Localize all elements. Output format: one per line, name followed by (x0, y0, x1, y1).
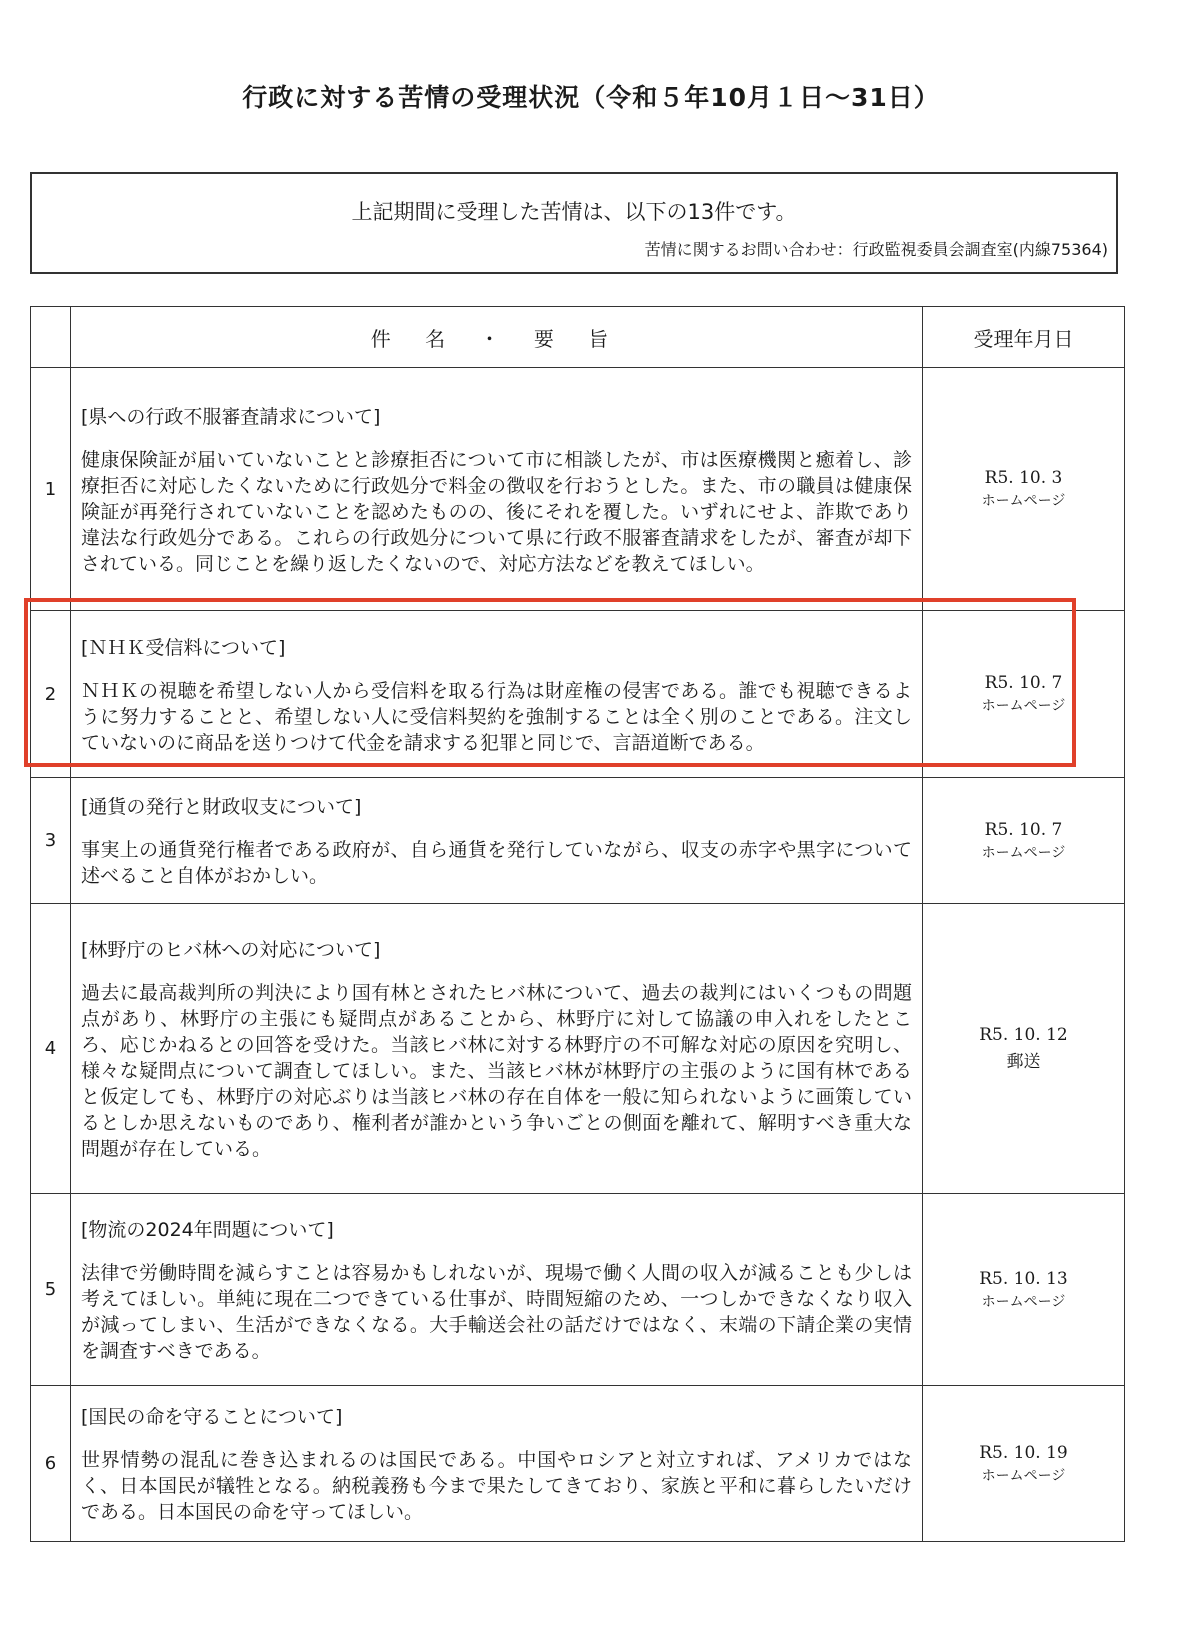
table-row (31, 1386, 1125, 1542)
table-row (31, 611, 1125, 778)
row-method: 郵送 (1006, 1052, 1041, 1072)
table-row (31, 904, 1125, 1194)
row-body: 健康保険証が届いていないことと診療拒否について市に相談したが、市は医療機関と癒着し、診療拒否に対応したくないために行政処分で料金の徴収を行おうとした。また、市の職員は健康保険証が再発行されていないことを認めたものの、後にそれを覆した。いずれにせよ、詐欺であり違法な行政処分である。これらの行政処分について県に行政不服審査請求をしたが、審査が却下されている。同じことを繰り返したくないので、対応方法などを教えてほしい。 (81, 448, 912, 575)
row-method: ホームページ (981, 493, 1066, 509)
summary-box (30, 172, 1118, 274)
table-header-row (31, 307, 1125, 368)
row-date: R5. 10. 12 (979, 1025, 1068, 1045)
row-number: 2 (31, 611, 71, 778)
row-date-cell (923, 778, 1125, 904)
row-method: ホームページ (981, 844, 1066, 861)
contact-info: 苦情に関するお問い合わせ：行政監視委員会調査室(内線75364) (644, 240, 1108, 259)
row-body: 世界情勢の混乱に巻き込まれるのは国民である。中国やロシアと対立すれば、アメリカではなく、日本国民が犠牲となる。納税義務も今まで果たしてきており、家族と平和に暮らしたいだけである。日本国民の命を守ってほしい。 (81, 1449, 912, 1523)
row-date: R5. 10. 7 (984, 673, 1063, 693)
row-title: [ＮＨＫ受信料について] (81, 636, 286, 659)
row-date-cell (923, 368, 1125, 611)
table-row (31, 368, 1125, 611)
row-date-cell (923, 904, 1125, 1194)
row-number: 6 (31, 1386, 71, 1542)
row-body: 事実上の通貨発行権者である政府が、自ら通貨を発行していながら、収支の赤字や黒字について述べること自体がおかしい。 (81, 839, 912, 887)
row-body: 法律で労働時間を減らすことは容易かもしれないが、現場で働く人間の収入が減ることも少しは考えてほしい。単純に現在二つできている仕事が、時間短縮のため、一つしかできなくなり収入が減ってしまい、生活ができなくなる。大手輸送会社の話だけではなく、末端の下請企業の実情を調査すべきである。 (81, 1262, 912, 1362)
row-content (71, 904, 923, 1194)
row-date: R5. 10. 19 (979, 1442, 1068, 1463)
header-subject: 件 名 ・ 要 旨 (71, 307, 923, 368)
row-body: ＮＨＫの視聴を希望しない人から受信料を取る行為は財産権の侵害である。誰でも視聴できるように努力することと、希望しない人に受信料契約を強制することは全く別のことである。注文していないのに商品を送りつけて代金を請求する犯罪と同じで、言語道断である。 (81, 679, 912, 754)
row-content (71, 1194, 923, 1386)
row-title: [通貨の発行と財政収支について] (81, 796, 362, 818)
row-body: 過去に最高裁判所の判決により国有林とされたヒバ林について、過去の裁判にはいくつもの問題点があり、林野庁の主張にも疑問点があることから、林野庁に対して協議の申入れをしたところ、応じかねるとの回答を受けた。当該ヒバ林に対する林野庁の不可解な対応の原因を究明し、様々な疑問点について調査してほしい。また、当該ヒバ林が林野庁の主張のように国有林であると仮定しても、林野庁の対応ぶりは当該ヒバ林の存在自体を一般に知られないように画策しているとしか思えないものであり、権利者が誰かという争いごとの側面を離れて、解明すべき重大な問題が存在している。 (81, 982, 912, 1160)
row-title: [県への行政不服審査請求について] (81, 405, 381, 428)
row-method: ホームページ (981, 1467, 1066, 1484)
row-content (71, 611, 923, 778)
row-date: R5. 10. 13 (979, 1268, 1068, 1289)
row-date-cell (923, 1194, 1125, 1386)
row-number: 1 (31, 368, 71, 611)
header-number (31, 307, 71, 368)
row-date: R5. 10. 7 (984, 819, 1063, 840)
complaints-table (30, 306, 1125, 1542)
row-content (71, 1386, 923, 1542)
table-row (31, 778, 1125, 904)
header-date: 受理年月日 (923, 307, 1125, 368)
row-number: 4 (31, 904, 71, 1194)
row-method: ホームページ (981, 698, 1066, 714)
row-method: ホームページ (981, 1293, 1066, 1310)
row-date: R5. 10. 3 (984, 468, 1063, 488)
summary-text: 上記期間に受理した苦情は、以下の13件です。 (351, 200, 797, 224)
row-date-cell (923, 1386, 1125, 1542)
row-date-cell (923, 611, 1125, 778)
row-number: 3 (31, 778, 71, 904)
row-title: [物流の2024年問題について] (81, 1219, 334, 1241)
page-title: 行政に対する苦情の受理状況（令和５年10月１日～31日） (242, 83, 940, 112)
row-content (71, 778, 923, 904)
table-row (31, 1194, 1125, 1386)
row-title: [林野庁のヒバ林への対応について] (81, 939, 381, 961)
row-number: 5 (31, 1194, 71, 1386)
row-content (71, 368, 923, 611)
row-title: [国民の命を守ることについて] (81, 1406, 343, 1428)
